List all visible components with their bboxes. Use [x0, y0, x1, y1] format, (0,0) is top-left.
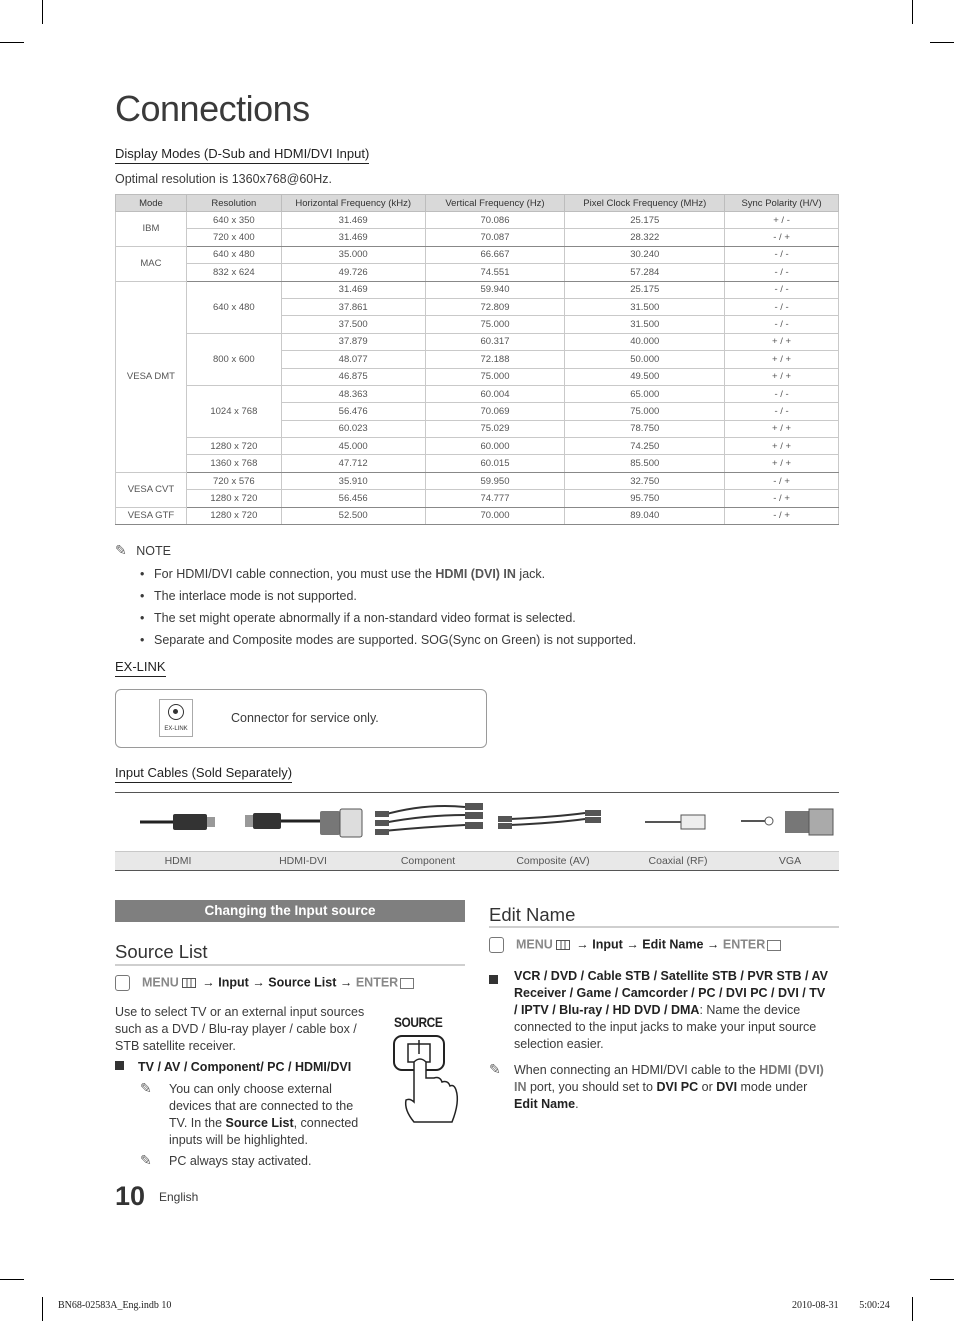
table-cell: 800 x 600	[186, 333, 281, 385]
input-source-banner: Changing the Input source	[115, 900, 465, 922]
table-cell: 48.077	[281, 351, 425, 368]
table-cell: 57.284	[565, 264, 725, 281]
table-cell: 37.500	[281, 316, 425, 333]
note-text: The interlace mode is not supported.	[154, 589, 357, 603]
list-item	[115, 609, 636, 631]
table-cell: 70.000	[425, 507, 565, 524]
mode-cell: VESA DMT	[116, 281, 187, 472]
table-cell: 720 x 576	[186, 472, 281, 489]
square-bullet-icon	[115, 1061, 124, 1070]
note-bold: HDMI (DVI) IN	[435, 567, 516, 581]
table-cell: + / +	[725, 333, 839, 350]
hand-icon	[489, 937, 504, 953]
list-item	[115, 631, 636, 653]
path-input: Input	[592, 937, 623, 952]
table-cell: - / -	[725, 385, 839, 402]
table-cell: 60.023	[281, 420, 425, 437]
note-bold: DVI	[716, 1080, 738, 1094]
note-label: NOTE	[136, 544, 171, 558]
table-cell: 56.476	[281, 403, 425, 420]
list-item	[115, 565, 636, 587]
note-section	[115, 541, 636, 653]
table-cell: 1280 x 720	[186, 438, 281, 455]
cables-heading: Input Cables (Sold Separately)	[115, 765, 292, 783]
pencil-icon: ✎	[115, 542, 127, 558]
table-cell: 25.175	[565, 212, 725, 229]
square-bullet-icon	[489, 972, 512, 990]
table-row	[116, 212, 839, 229]
table-cell: 30.240	[565, 246, 725, 263]
menu-icon	[556, 940, 570, 950]
table-cell: 37.861	[281, 298, 425, 315]
note-bold: Edit Name	[514, 1097, 576, 1111]
table-cell: 60.015	[425, 455, 565, 472]
display-modes-heading: Display Modes (D-Sub and HDMI/DVI Input)	[115, 146, 369, 164]
table-row	[116, 438, 839, 455]
table-cell: 35.910	[281, 472, 425, 489]
table-cell: - / -	[725, 403, 839, 420]
table-header-row	[116, 195, 839, 212]
hand-pressing-icon	[380, 1032, 466, 1126]
note-bold: HDMI (DVI) IN	[514, 1063, 824, 1094]
note-text: .	[575, 1097, 579, 1111]
source-list-note-1	[169, 1081, 374, 1149]
table-cell: 75.000	[425, 316, 565, 333]
source-list-note-2: PC always stay activated.	[169, 1154, 312, 1168]
note-text: mode under	[737, 1080, 808, 1094]
note-text: , connected inputs will be highlighted.	[169, 1116, 359, 1147]
table-cell: 1024 x 768	[186, 385, 281, 437]
arrow: →	[626, 937, 639, 952]
arrow: →	[202, 975, 215, 990]
col-header: Horizontal Frequency (kHz)	[281, 195, 425, 212]
note-list	[115, 565, 636, 653]
table-cell: 60.000	[425, 438, 565, 455]
table-cell: 1280 x 720	[186, 507, 281, 524]
note-text: Separate and Composite modes are supported. SOG(Sync on Green) is not supported.	[154, 633, 637, 647]
table-cell: 66.667	[425, 246, 565, 263]
note-bold: DVI PC	[656, 1080, 699, 1094]
exlink-box	[115, 689, 487, 748]
mode-cell: MAC	[116, 246, 187, 281]
table-cell: 720 x 400	[186, 229, 281, 246]
cables-strip	[115, 792, 839, 871]
source-list-menu-path	[115, 975, 414, 991]
table-cell: - / +	[725, 490, 839, 507]
table-cell: 75.000	[565, 403, 725, 420]
arrow: →	[252, 975, 265, 990]
table-cell: - / -	[725, 264, 839, 281]
table-cell: 70.086	[425, 212, 565, 229]
table-cell: 40.000	[565, 333, 725, 350]
exlink-port-label: EX-LINK	[164, 726, 188, 732]
table-cell: - / -	[725, 281, 839, 298]
table-cell: - / -	[725, 298, 839, 315]
source-list-title: Source List	[115, 941, 208, 962]
enter-label: ENTER	[722, 937, 766, 952]
table-cell: 74.551	[425, 264, 565, 281]
table-cell: 75.029	[425, 420, 565, 437]
note-text: When connecting an HDMI/DVI cable to the	[514, 1063, 760, 1077]
menu-label: MENU	[142, 975, 179, 990]
crop-mark	[42, 1297, 43, 1321]
edit-name-note	[514, 1062, 832, 1113]
table-cell: 640 x 480	[186, 281, 281, 333]
enter-icon	[767, 940, 781, 951]
cables-illustration	[115, 793, 839, 851]
sources-text: TV / AV / Component/ PC / HDMI/DVI	[138, 1060, 352, 1074]
table-cell: 74.777	[425, 490, 565, 507]
cable-label-vga: VGA	[778, 855, 802, 867]
composite-cable-icon	[498, 810, 601, 829]
table-cell: 28.322	[565, 229, 725, 246]
table-cell: 74.250	[565, 438, 725, 455]
table-row	[116, 507, 839, 524]
cable-label-hdmi-dvi: HDMI-DVI	[279, 855, 327, 867]
note-text: port, you should set to	[526, 1080, 657, 1094]
path-input: Input	[218, 975, 249, 990]
mode-cell: VESA GTF	[116, 507, 187, 524]
crop-mark	[0, 1279, 24, 1280]
table-cell: 32.750	[565, 472, 725, 489]
arrow: →	[339, 975, 353, 990]
source-button-label: SOURCE	[394, 1014, 443, 1030]
edit-name-menu-path	[489, 937, 781, 953]
path-item: Source List	[268, 975, 337, 990]
table-cell: + / +	[725, 368, 839, 385]
table-cell: - / +	[725, 507, 839, 524]
table-cell: 25.175	[565, 281, 725, 298]
list-item	[115, 587, 636, 609]
table-cell: 56.456	[281, 490, 425, 507]
table-cell: 72.188	[425, 351, 565, 368]
table-row	[116, 229, 839, 246]
table-cell: + / -	[725, 212, 839, 229]
crop-mark	[930, 42, 954, 43]
cables-label-bar	[115, 851, 839, 871]
table-cell: + / +	[725, 420, 839, 437]
table-cell: 31.500	[565, 316, 725, 333]
table-cell: 60.004	[425, 385, 565, 402]
table-cell: 31.469	[281, 281, 425, 298]
footer-filename: BN68-02583A_Eng.indb 10	[58, 1300, 172, 1311]
table-cell: 75.000	[425, 368, 565, 385]
edit-name-title: Edit Name	[489, 904, 576, 925]
table-cell: + / +	[725, 351, 839, 368]
table-cell: 35.000	[281, 246, 425, 263]
coaxial-cable-icon	[645, 815, 705, 829]
devices-list: VCR / DVD / Cable STB / Satellite STB / PVR STB / AV Receiver / Game / Camcorder / PC / DVI PC / DVI / TV / IPTV / Blu-ray / HD DVD / DMA	[514, 969, 828, 1017]
table-cell: 59.940	[425, 281, 565, 298]
col-header: Sync Polarity (H/V)	[725, 195, 839, 212]
crop-mark	[0, 42, 24, 43]
table-cell: 85.500	[565, 455, 725, 472]
table-cell: 1280 x 720	[186, 490, 281, 507]
table-cell: 31.469	[281, 212, 425, 229]
optimal-resolution-text: Optimal resolution is 1360x768@60Hz.	[115, 172, 332, 186]
table-cell: 49.726	[281, 264, 425, 281]
table-cell: 31.469	[281, 229, 425, 246]
table-cell: 70.087	[425, 229, 565, 246]
display-modes-table	[115, 194, 839, 525]
table-cell: 1360 x 768	[186, 455, 281, 472]
table-row	[116, 472, 839, 489]
table-cell: - / +	[725, 229, 839, 246]
cable-label-hdmi: HDMI	[164, 855, 192, 867]
table-cell: 59.950	[425, 472, 565, 489]
table-cell: 50.000	[565, 351, 725, 368]
divider	[115, 964, 465, 966]
table-cell: - / +	[725, 472, 839, 489]
port-circle-icon	[168, 704, 184, 720]
pencil-icon: ✎	[489, 1061, 501, 1077]
note-text: The set might operate abnormally if a non-standard video format is selected.	[154, 611, 576, 625]
table-row	[116, 246, 839, 263]
exlink-port-icon	[159, 699, 193, 737]
table-cell: 48.363	[281, 385, 425, 402]
component-cable-icon	[375, 803, 483, 835]
table-cell: 832 x 624	[186, 264, 281, 281]
exlink-heading: EX-LINK	[115, 659, 166, 677]
devices-description: : Name the device connected to the input jacks to make your input source selection easier.	[514, 1003, 817, 1051]
table-cell: 78.750	[565, 420, 725, 437]
source-list-description: Use to select TV or an external input sources such as a DVD / Blu-ray player / cable box / STB satellite receiver.	[115, 1005, 365, 1053]
path-item: Edit Name	[642, 937, 704, 952]
mode-cell: VESA CVT	[116, 472, 187, 507]
note-text: You can only choose external devices that are connected to the TV. In the	[169, 1082, 354, 1130]
table-cell: 95.750	[565, 490, 725, 507]
table-cell: 65.000	[565, 385, 725, 402]
cable-label-component: Component	[400, 855, 456, 867]
crop-mark	[912, 1297, 913, 1321]
pencil-icon: ✎	[140, 1080, 152, 1096]
col-header: Mode	[116, 195, 187, 212]
arrow: →	[576, 937, 589, 952]
crop-mark	[42, 0, 43, 24]
table-row	[116, 385, 839, 402]
source-list-sources	[115, 1059, 385, 1076]
menu-label: MENU	[516, 937, 553, 952]
mode-cell: IBM	[116, 212, 187, 247]
page-language: English	[159, 1190, 199, 1204]
vga-cable-icon	[741, 809, 833, 835]
note-text: For HDMI/DVI cable connection, you must use the	[154, 567, 436, 581]
table-cell: 47.712	[281, 455, 425, 472]
table-cell: 49.500	[565, 368, 725, 385]
hand-icon	[115, 975, 130, 991]
note-bold: Source List	[225, 1116, 294, 1130]
col-header: Vertical Frequency (Hz)	[425, 195, 565, 212]
table-row	[116, 333, 839, 350]
divider	[489, 926, 839, 928]
table-row	[116, 264, 839, 281]
page-title: Connections	[115, 88, 310, 129]
table-row	[116, 455, 839, 472]
pencil-icon: ✎	[140, 1152, 152, 1168]
crop-mark	[930, 1279, 954, 1280]
table-cell: 72.809	[425, 298, 565, 315]
cable-label-coaxial: Coaxial (RF)	[648, 855, 708, 867]
table-cell: 89.040	[565, 507, 725, 524]
hdmi-cable-icon	[140, 814, 215, 830]
table-cell: 70.069	[425, 403, 565, 420]
table-row	[116, 281, 839, 298]
table-cell: - / -	[725, 316, 839, 333]
table-cell: 52.500	[281, 507, 425, 524]
menu-icon	[182, 978, 196, 988]
page-number: 10	[115, 1181, 146, 1211]
col-header: Resolution	[186, 195, 281, 212]
table-row	[116, 490, 839, 507]
table-cell: 60.317	[425, 333, 565, 350]
crop-mark	[912, 0, 913, 24]
hdmi-dvi-cable-icon	[245, 809, 362, 837]
table-cell: + / +	[725, 438, 839, 455]
table-cell: 37.879	[281, 333, 425, 350]
footer-timestamp: 2010-08-31    5:00:24	[792, 1300, 890, 1311]
col-header: Pixel Clock Frequency (MHz)	[565, 195, 725, 212]
table-cell: 45.000	[281, 438, 425, 455]
remote-source-button-illustration	[380, 1014, 466, 1126]
table-cell: 46.875	[281, 368, 425, 385]
arrow: →	[706, 937, 720, 952]
table-cell: 640 x 480	[186, 246, 281, 263]
enter-label: ENTER	[355, 975, 399, 990]
note-text: jack.	[515, 567, 546, 581]
table-cell: 640 x 350	[186, 212, 281, 229]
note-text: or	[698, 1080, 717, 1094]
edit-name-devices	[514, 968, 832, 1053]
exlink-description: Connector for service only.	[231, 711, 379, 725]
table-cell: 31.500	[565, 298, 725, 315]
cable-label-composite: Composite (AV)	[516, 855, 590, 867]
table-cell: - / -	[725, 246, 839, 263]
enter-icon	[400, 978, 414, 989]
table-cell: + / +	[725, 455, 839, 472]
